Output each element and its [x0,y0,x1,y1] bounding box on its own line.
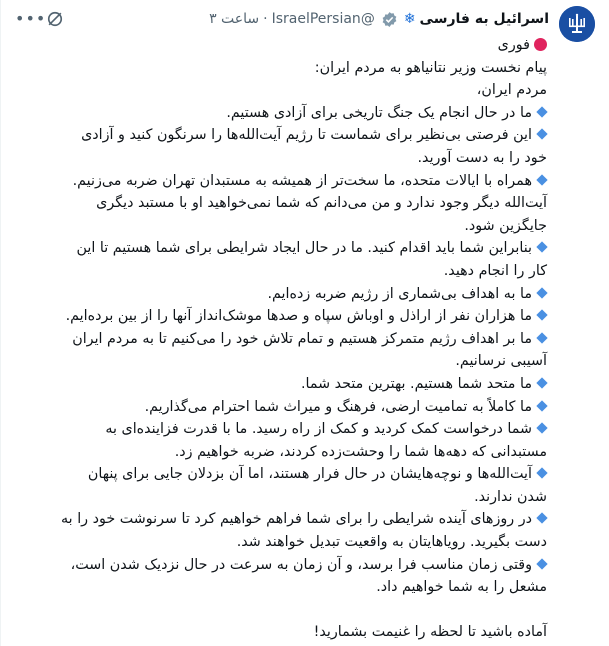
snowflake-icon: ❄ [403,11,416,27]
bullet-item: در روزهای آینده شرایطی را برای شما فراهم خواهیم کرد تا سرنوشت خود را به دست بگیرید. رویاهایتان به واقعیت تبدیل خواهند شد. [61,511,547,551]
separator-dot: · [263,11,268,27]
bullet-item: شما درخواست کمک کردید و کمک از راه رسید. ما با قدرت فزاینده‌ای به مستبدانی که دهه‌ها شما را وحشت‌زده کردند، ضربه خواهیم زد. [105,421,547,460]
blue-diamond-icon [536,106,547,117]
bullet-item: ما کاملاً به تمامیت ارضی، فرهنگ و میراث شما احترام می‌گذاریم. [57,396,547,419]
urgent-label: فوری [497,37,530,53]
urgent-line [57,34,547,57]
blue-diamond-icon [536,422,547,433]
timestamp[interactable]: ساعت ۳ [209,11,260,27]
blue-diamond-icon [536,513,547,524]
bullet-item: ما متحد شما هستیم. بهترین متحد شما. [57,373,547,396]
intro-line: پیام نخست وزیر نتانیاهو به مردم ایران: [314,59,547,76]
bullet-item: ما بر اهداف رژیم متمرکز هستیم و تمام تلاش خود را می‌کنیم تا به مردم ایران آسیبی نرسانیم. [72,330,547,370]
blue-diamond-icon [536,558,547,569]
author-name[interactable]: اسرائیل به فارسی [419,11,549,27]
verified-badge-icon[interactable] [381,11,398,28]
blue-diamond-icon [536,129,547,140]
blue-diamond-icon [536,377,547,388]
avatar[interactable] [559,6,595,42]
salutation-line: مردم ایران، [476,82,547,99]
bullet-item: آیت‌الله‌ها و نوچه‌هایشان در حال فرار هستند، اما آن بزدلان جایی برای پنهان شدن ندارند. [87,466,547,505]
bullet-item: این فرصتی بی‌نظیر برای شماست تا رژیم آیت‌الله‌ها را سرنگون کنید و آزادی خود را به دست آورید. [81,127,547,166]
menorah-emblem-icon [559,6,595,42]
blue-diamond-icon [536,174,547,185]
bullet-item: ما به اهداف بی‌شماری از رژیم ضربه زده‌ایم. [57,283,547,306]
blue-diamond-icon [536,309,547,320]
author-handle[interactable]: @IsraelPersian [271,11,375,27]
tweet-text [57,34,547,643]
blue-diamond-icon [536,468,547,479]
bullet-item: وقتی زمان مناسب فرا برسد، و آن زمان به سرعت در حال نزدیک شدن است، مشعل را به شما خواهیم داد. [70,556,547,596]
bullet-item: همراه با ایالات متحده، ما سخت‌تر از همیشه به مستبدان تهران ضربه می‌زنیم. آیت‌الله دیگر وجود ندارد و من می‌دانم که شما نمی‌خواهید او با مستبد دیگری جایگزین شود. [72,172,547,234]
closing-line: آماده باشید تا لحظه را غنیمت بشمارید! [313,623,547,640]
bullet-item: ما در حال انجام یک جنگ تاریخی برای آزادی هستیم. [57,102,547,125]
blue-diamond-icon [536,332,547,343]
blue-diamond-icon [536,287,547,298]
grok-icon[interactable] [45,9,65,29]
blue-diamond-icon [536,242,547,253]
red-circle-icon [534,38,547,51]
bullet-item: بنابراین شما باید اقدام کنید. ما در حال ایجاد شرایطی برای شما هستیم تا این کار را انجام دهید. [76,240,547,279]
tweet-header [11,8,549,30]
more-options-icon[interactable]: ••• [15,9,47,28]
blue-diamond-icon [536,400,547,411]
bullet-item: ما هزاران نفر از اراذل و اوباش سپاه و صدها موشک‌انداز آنها را از بین برده‌ایم. [57,305,547,328]
